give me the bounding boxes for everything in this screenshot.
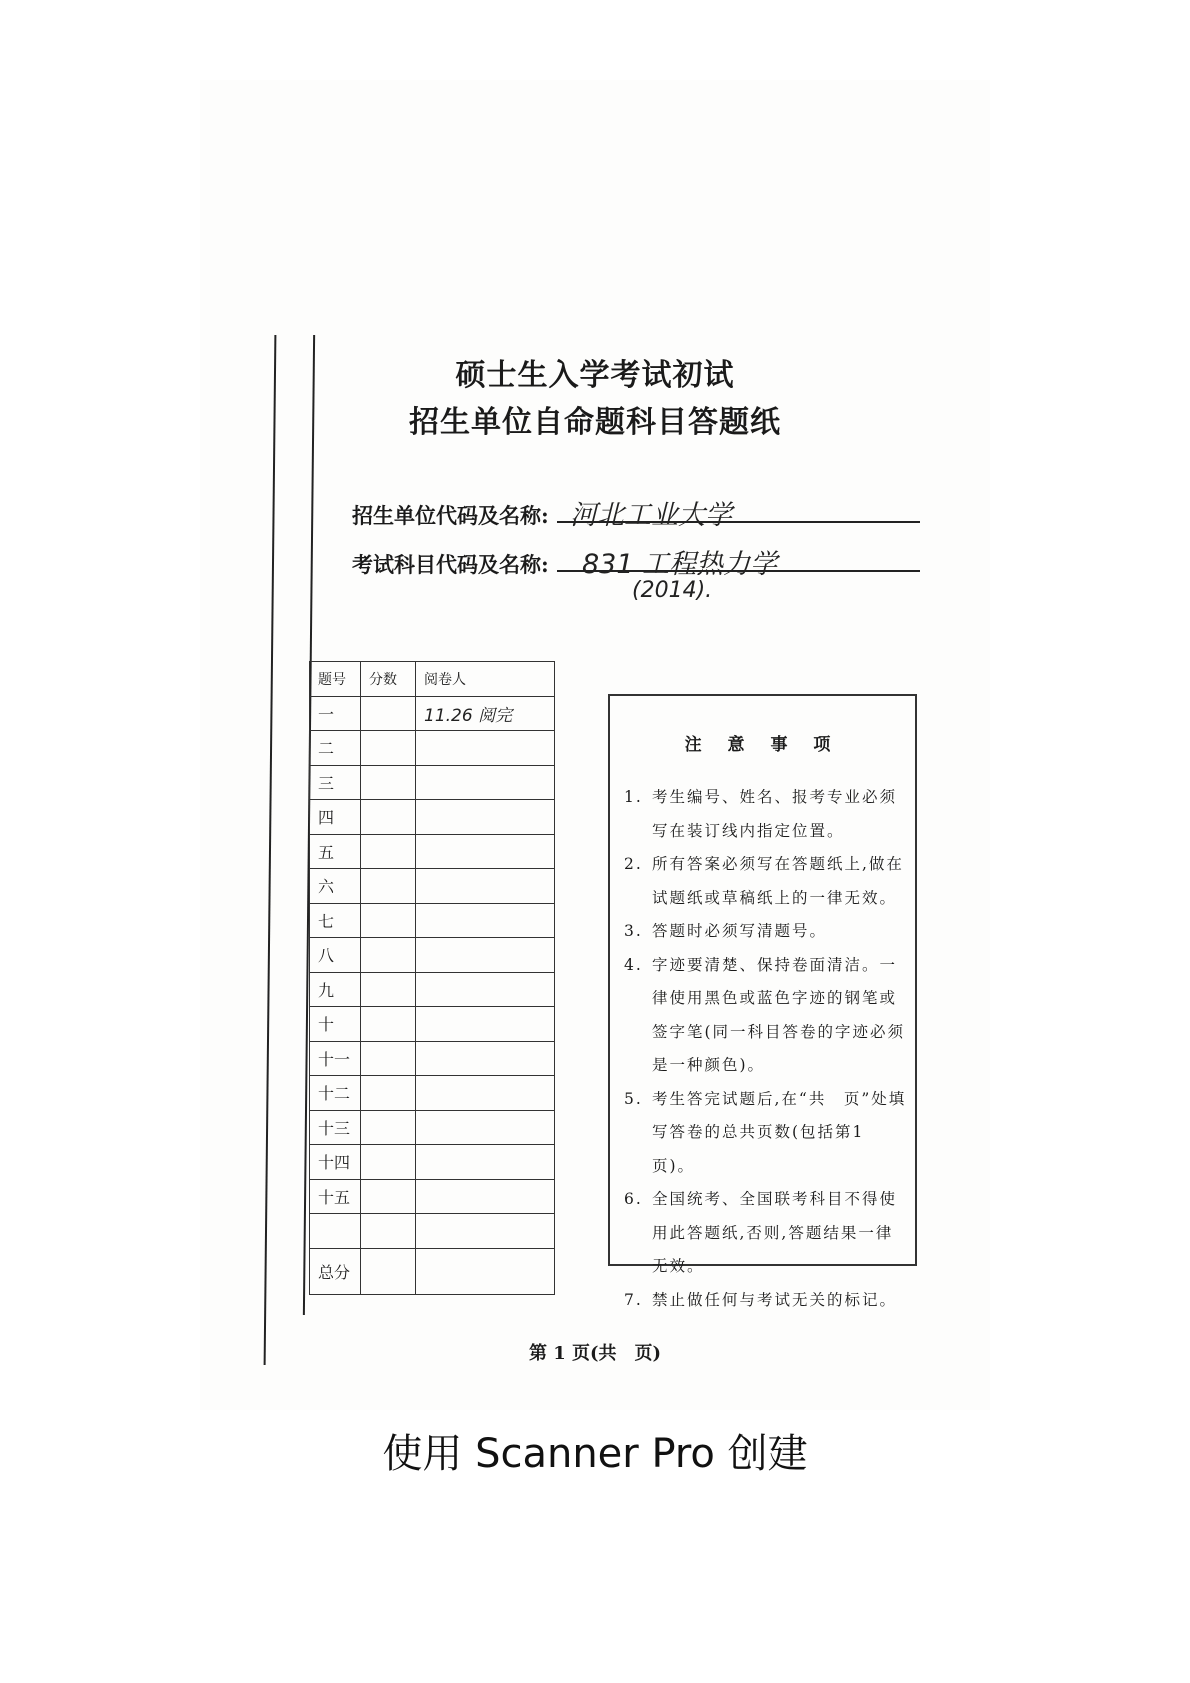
reviewer-cell [416, 834, 555, 869]
question-number [310, 1214, 361, 1249]
notice-item-text: 考生编号、姓名、报考专业必须写在装订线内指定位置。 [652, 788, 898, 840]
table-row [310, 696, 555, 731]
reviewer-cell [416, 869, 555, 904]
header-score: 分数 [361, 662, 416, 697]
table-row [310, 1145, 555, 1180]
notice-item-number: 7. [624, 1290, 643, 1309]
score-cell [361, 972, 416, 1007]
reviewer-cell [416, 938, 555, 973]
score-cell [361, 1041, 416, 1076]
reviewer-cell [416, 800, 555, 835]
table-row [310, 869, 555, 904]
score-cell [361, 938, 416, 973]
table-row [310, 834, 555, 869]
score-cell [361, 1179, 416, 1214]
reviewer-cell [416, 1214, 555, 1249]
question-number: 十 [310, 1007, 361, 1042]
score-cell [361, 1214, 416, 1249]
reviewer-cell [416, 765, 555, 800]
table-row [310, 1179, 555, 1214]
notice-item-number: 1. [624, 788, 643, 806]
score-table [309, 661, 555, 1295]
notice-item-number: 4. [624, 955, 643, 974]
title-line-1: 硕士生入学考试初试 [455, 358, 735, 393]
reviewer-cell [416, 1145, 555, 1180]
table-row [310, 765, 555, 800]
question-number: 七 [310, 903, 361, 938]
subject-handwritten-note: (2014). [632, 578, 713, 603]
score-cell [361, 869, 416, 904]
table-row [310, 903, 555, 938]
question-number: 十一 [310, 1041, 361, 1076]
subject-label: 考试科目代码及名称: [352, 552, 549, 577]
notice-item [610, 1284, 915, 1318]
reviewer-cell [416, 696, 555, 731]
score-cell [361, 903, 416, 938]
total-row [310, 1248, 555, 1294]
reviewer-cell [416, 1110, 555, 1145]
notice-item-text: 考生答完试题后,在“共 页”处填写答卷的总共页数(包括第1页)。 [652, 1089, 907, 1175]
notice-item-text: 答题时必须写清题号。 [652, 922, 828, 940]
reviewer-cell [416, 972, 555, 1007]
table-row [310, 972, 555, 1007]
table-header-row [310, 662, 555, 697]
reviewer-handwriting: 11.26 阅完 [424, 705, 513, 726]
question-number: 十二 [310, 1076, 361, 1111]
score-cell [361, 1145, 416, 1180]
table-row [310, 1214, 555, 1249]
notice-item [610, 915, 915, 949]
question-number: 八 [310, 938, 361, 973]
notice-item [610, 848, 915, 915]
notice-item [610, 949, 915, 1083]
header-reviewer: 阅卷人 [416, 662, 555, 697]
unit-handwritten-value: 河北工业大学 [570, 500, 732, 531]
notice-item-text: 所有答案必须写在答题纸上,做在试题纸或草稿纸上的一律无效。 [652, 855, 904, 907]
notice-item-text: 字迹要清楚、保持卷面清洁。一律使用黑色或蓝色字迹的钢笔或签字笔(同一科目答卷的字迹必须是一种颜色)。 [652, 955, 906, 1074]
score-cell [361, 1110, 416, 1145]
notice-list [610, 781, 915, 1317]
reviewer-cell [416, 1076, 555, 1111]
total-score-cell [361, 1248, 416, 1294]
table-row [310, 800, 555, 835]
question-number: 五 [310, 834, 361, 869]
table-row [310, 1076, 555, 1111]
notice-item-text: 禁止做任何与考试无关的标记。 [652, 1290, 898, 1309]
score-cell [361, 765, 416, 800]
notice-item-number: 5. [624, 1089, 643, 1108]
notice-item [610, 1183, 915, 1284]
notice-item [610, 781, 915, 848]
score-cell [361, 834, 416, 869]
question-number: 四 [310, 800, 361, 835]
table-row [310, 1007, 555, 1042]
question-number: 九 [310, 972, 361, 1007]
notice-item-text: 全国统考、全国联考科目不得使用此答题纸,否则,答题结果一律无效。 [652, 1190, 898, 1275]
table-row [310, 731, 555, 766]
notice-item [610, 1083, 915, 1184]
table-row [310, 938, 555, 973]
table-row [310, 1041, 555, 1076]
score-cell [361, 1076, 416, 1111]
notice-box [608, 694, 917, 1309]
total-reviewer-cell [416, 1248, 555, 1294]
scanner-watermark: 使用 Scanner Pro 创建 [382, 1431, 808, 1477]
score-cell [361, 696, 416, 731]
score-cell [361, 800, 416, 835]
page-number: 第 1 页(共 页) [528, 1343, 662, 1364]
question-number: 三 [310, 765, 361, 800]
reviewer-cell [416, 1179, 555, 1214]
question-number: 六 [310, 869, 361, 904]
title-line-2: 招生单位自命题科目答题纸 [409, 405, 781, 440]
notice-item-number: 6. [624, 1190, 643, 1208]
notice-item-number: 3. [624, 922, 643, 940]
notice-heading: 注 意 事 项 [684, 735, 841, 755]
notice-item-number: 2. [624, 855, 643, 873]
unit-label: 招生单位代码及名称: [352, 503, 549, 528]
table-row [310, 1110, 555, 1145]
question-number: 十五 [310, 1179, 361, 1214]
question-number: 二 [310, 731, 361, 766]
total-label: 总分 [310, 1248, 361, 1294]
reviewer-cell [416, 1041, 555, 1076]
header-question-no: 题号 [310, 662, 361, 697]
score-cell [361, 731, 416, 766]
question-number: 十三 [310, 1110, 361, 1145]
question-number: 一 [310, 696, 361, 731]
reviewer-cell [416, 731, 555, 766]
reviewer-cell [416, 903, 555, 938]
subject-handwritten-value: 831 工程热力学 [582, 549, 778, 580]
score-cell [361, 1007, 416, 1042]
question-number: 十四 [310, 1145, 361, 1180]
reviewer-cell [416, 1007, 555, 1042]
